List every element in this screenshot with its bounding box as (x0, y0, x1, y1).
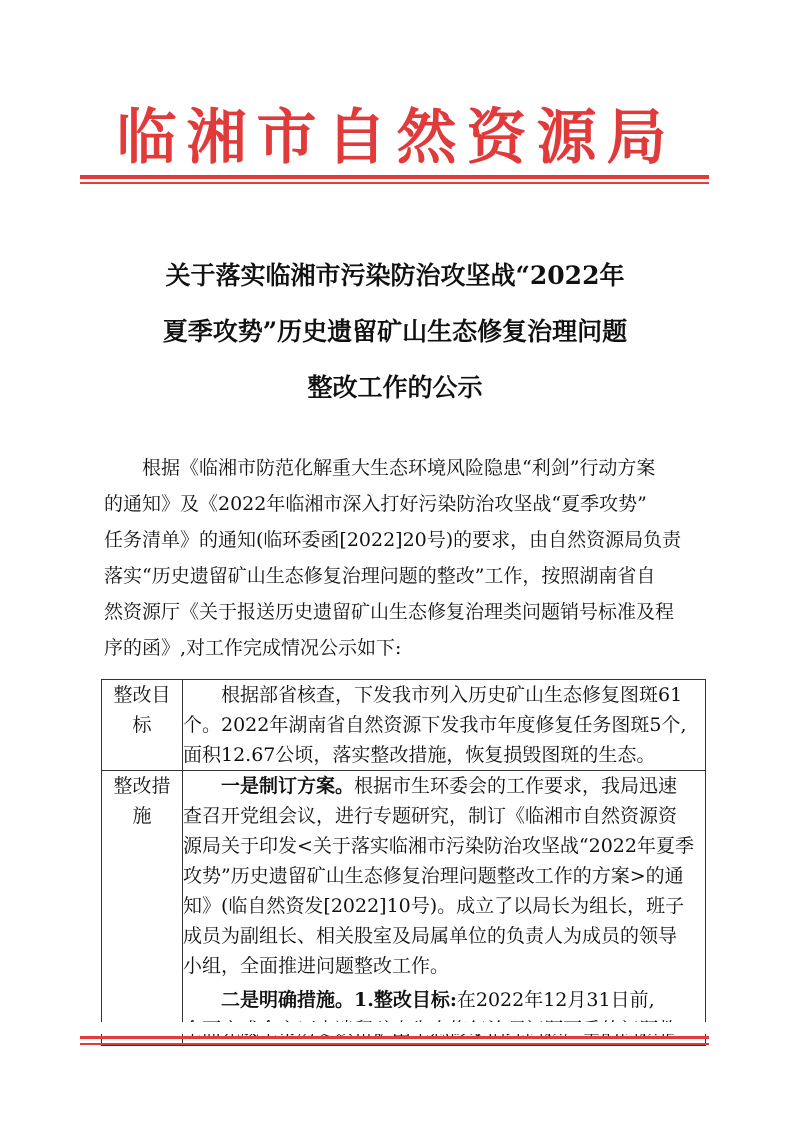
content-line (183, 985, 705, 1015)
paragraph-heading: 二是明确措施。1.整改目标: (221, 989, 457, 1011)
intro-line: 的通知》及《2022年临湘市深入打好污染防治攻坚战“夏季攻势” (104, 493, 647, 515)
row-content-goal (183, 680, 706, 771)
content-line: 查召开党组会议，进行专题研究，制订《临湘市自然资源资 (183, 805, 678, 827)
letterhead-rule-thick (80, 175, 709, 179)
content-line: 攻势”历史遗留矿山生态修复治理问题整改工作的方案>的通 (183, 865, 684, 887)
row-content-measures (183, 771, 706, 1046)
content-line: 个。2022年湖南省自然资源下发我市年度修复任务图斑5个, (183, 714, 687, 736)
intro-line: 序的函》,对工作完成情况公示如下: (104, 637, 402, 659)
footer-rule-thick (80, 1036, 709, 1039)
intro-line: 任务清单》的通知(临环委函[2022]20号)的要求，由自然资源局负责 (104, 529, 682, 551)
footer-rule-thin (80, 1043, 709, 1045)
letterhead-org-name: 临湘市自然资源局 (116, 103, 677, 173)
content-text: 在2022年12月31日前, (456, 989, 655, 1011)
letterhead-rule-thin (80, 182, 709, 184)
content-line: 面积12.67公顷，落实整改措施，恢复损毁图斑的生态。 (183, 744, 656, 766)
row-label-line: 整改措 (113, 775, 171, 797)
content-line: 小组，全面推进问题整改工作。 (183, 955, 450, 977)
content-line: 源局关于印发<关于落实临湘市污染防治攻坚战“2022年夏季 (183, 835, 694, 857)
content-line (183, 771, 705, 801)
table-row (102, 771, 706, 1046)
page-cut (100, 1022, 710, 1034)
content-line: 知》(临自然资发[2022]10号)。成立了以局长为组长，班子 (183, 895, 685, 917)
title-line: 夏季攻势”历史遗留矿山生态修复治理问题 (162, 317, 628, 346)
row-label-line: 施 (132, 805, 152, 827)
paragraph-heading: 一是制订方案。 (221, 775, 355, 797)
intro-line: 落实“历史遗留矿山生态修复治理问题的整改”工作，按照湖南省自 (104, 565, 656, 587)
row-label-measures (102, 771, 183, 1046)
title-line: 关于落实临湘市污染防治攻坚战“2022年 (165, 261, 625, 290)
intro-line: 然资源厅《关于报送历史遗留矿山生态修复治理类问题销号标准及程 (104, 601, 675, 623)
title-line: 整改工作的公示 (307, 373, 483, 402)
row-label-line: 标 (132, 714, 152, 736)
intro-paragraph (104, 450, 706, 666)
content-text: 根据市生环委会的工作要求，我局迅速 (354, 775, 678, 797)
row-label-line: 整改目 (113, 684, 171, 706)
table-row (102, 680, 706, 771)
content-line: 根据部省核查，下发我市列入历史矿山生态修复图斑61 (221, 684, 683, 706)
intro-line: 根据《临湘市防范化解重大生态环境风险隐患“利剑”行动方案 (142, 457, 656, 479)
document-title (100, 248, 690, 416)
rectification-table (101, 679, 706, 1046)
content-line: 成员为副组长、相关股室及局属单位的负责人为成员的领导 (183, 925, 678, 947)
row-label-goal (102, 680, 183, 771)
